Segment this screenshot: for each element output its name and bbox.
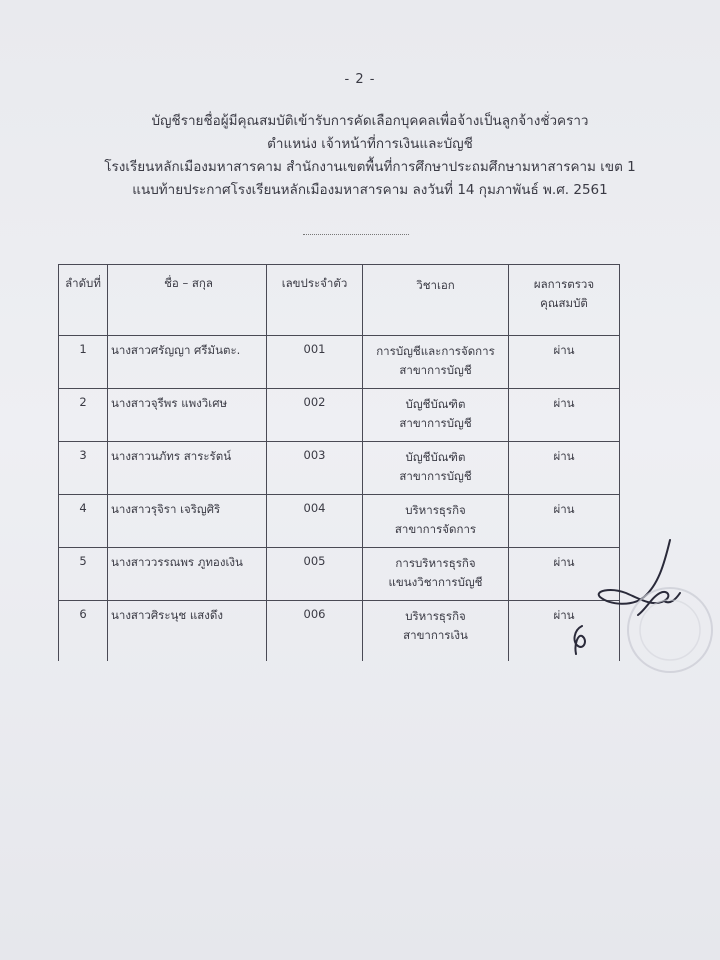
row-id: 005 [267, 548, 363, 601]
faded-stamp [610, 580, 720, 680]
row-name: นางสาวศิระนุช แสงดึง [108, 601, 267, 662]
row-major-line-2: แขนงวิชาการบัญชี [388, 575, 483, 589]
row-result: ผ่าน [509, 548, 620, 601]
row-major-line-1: การบริหารธุรกิจ [395, 556, 476, 570]
row-result: ผ่าน [509, 495, 620, 548]
row-major [363, 336, 509, 389]
row-id: 004 [267, 495, 363, 548]
row-major-line-2: สาขาการบัญชี [399, 363, 472, 377]
row-name: นางสาวนภัทร สาระรัตน์ [108, 442, 267, 495]
row-result: ผ่าน [509, 336, 620, 389]
row-id: 002 [267, 389, 363, 442]
row-no: 1 [59, 336, 108, 389]
row-no: 3 [59, 442, 108, 495]
header-result [509, 265, 620, 336]
row-result: ผ่าน [509, 389, 620, 442]
dotted-divider [303, 234, 409, 235]
table-row [59, 442, 620, 495]
row-major-line-1: บัญชีบัณฑิต [405, 397, 466, 411]
table-header-row [59, 265, 620, 336]
table-row [59, 601, 620, 662]
table-row [59, 548, 620, 601]
row-major [363, 601, 509, 662]
header-no: ลำดับที่ [59, 265, 108, 336]
row-no: 5 [59, 548, 108, 601]
row-major-line-1: การบัญชีและการจัดการ [376, 344, 495, 358]
row-result: ผ่าน [509, 601, 620, 662]
row-name: นางสาวจุรีพร แพงวิเศษ [108, 389, 267, 442]
row-name: นางสาวรุจิรา เจริญศิริ [108, 495, 267, 548]
title-line-3: โรงเรียนหลักเมืองมหาสารคาม สำนักงานเขตพื้นที่การศึกษาประถมศึกษามหาสารคาม เขต 1 [104, 159, 636, 175]
title-line-4: แนบท้ายประกาศโรงเรียนหลักเมืองมหาสารคาม ลงวันที่ 14 กุมภาพันธ์ พ.ศ. 2561 [132, 182, 608, 198]
row-major [363, 442, 509, 495]
table-row [59, 336, 620, 389]
row-major-line-2: สาขาการบัญชี [399, 416, 472, 430]
table-row [59, 495, 620, 548]
header-major: วิชาเอก [363, 265, 509, 336]
row-no: 4 [59, 495, 108, 548]
initials-signature [568, 620, 598, 660]
header-id: เลขประจำตัว [267, 265, 363, 336]
row-major [363, 389, 509, 442]
row-major-line-2: สาขาการเงิน [403, 628, 468, 642]
row-major [363, 495, 509, 548]
header-result-line-2: คุณสมบัติ [540, 296, 588, 310]
row-major [363, 548, 509, 601]
title-line-2: ตำแหน่ง เจ้าหน้าที่การเงินและบัญชี [267, 136, 473, 152]
row-name: นางสาวศรัญญา ศรีมันตะ. [108, 336, 267, 389]
row-name: นางสาววรรณพร ภูทองเงิน [108, 548, 267, 601]
row-no: 2 [59, 389, 108, 442]
row-id: 001 [267, 336, 363, 389]
candidate-table [58, 264, 620, 661]
row-major-line-1: บริหารธุรกิจ [405, 609, 466, 623]
row-result: ผ่าน [509, 442, 620, 495]
document-heading [60, 110, 680, 202]
row-major-line-2: สาขาการบัญชี [399, 469, 472, 483]
header-name: ชื่อ – สกุล [108, 265, 267, 336]
header-result-line-1: ผลการตรวจ [533, 277, 595, 291]
row-no: 6 [59, 601, 108, 662]
row-major-line-1: บริหารธุรกิจ [405, 503, 466, 517]
row-major-line-1: บัญชีบัณฑิต [405, 450, 466, 464]
row-id: 003 [267, 442, 363, 495]
page-number: - 2 - [344, 72, 376, 87]
row-id: 006 [267, 601, 363, 662]
row-major-line-2: สาขาการจัดการ [394, 522, 477, 536]
title-line-1: บัญชีรายชื่อผู้มีคุณสมบัติเข้ารับการคัดเลือกบุคคลเพื่อจ้างเป็นลูกจ้างชั่วคราว [151, 113, 589, 129]
table-row [59, 389, 620, 442]
